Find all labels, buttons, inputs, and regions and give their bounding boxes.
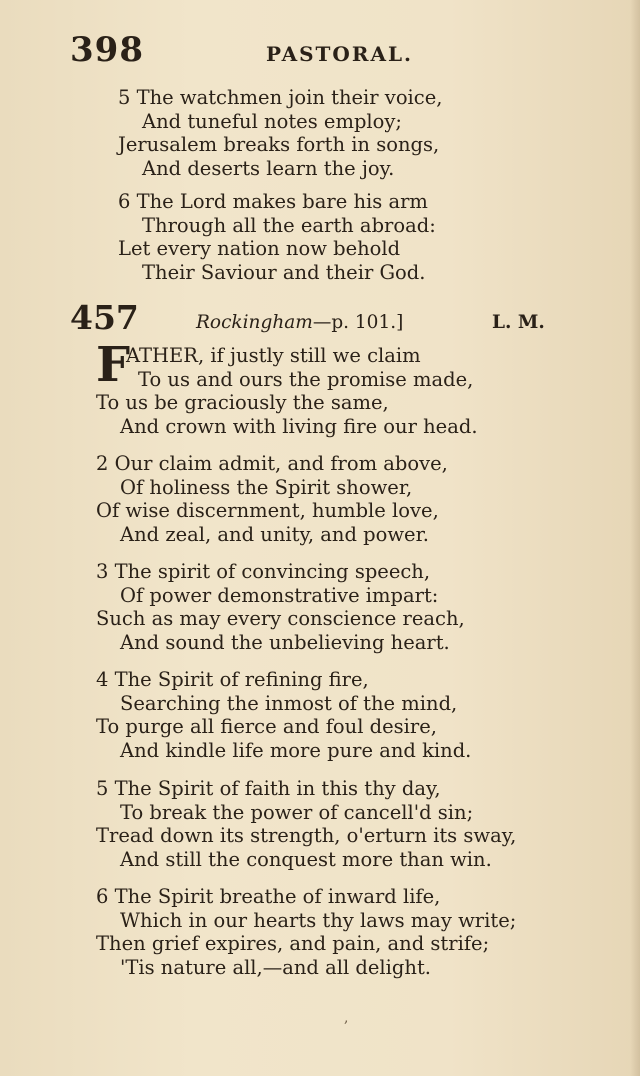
verse-line: Searching the inmost of the mind, (120, 691, 458, 715)
verse-line: Let every nation now behold (118, 237, 401, 260)
verse-line: Their Saviour and their God. (142, 260, 426, 284)
verse-line: And sound the unbelieving heart. (120, 630, 450, 654)
tune-page-ref: —p. 101.] (312, 312, 404, 333)
verse-line: And kindle life more pure and kind. (120, 738, 472, 762)
hymn-heading (70, 298, 570, 342)
verse-line: To purge all fierce and foul desire, (96, 715, 437, 738)
verse-line: To us and ours the promise made, (138, 367, 474, 391)
verse-line: Then grief expires, and pain, and strife; (96, 932, 490, 955)
verse-line: And still the conquest more than win. (120, 847, 492, 871)
verse-line: And zeal, and unity, and power. (120, 522, 429, 546)
meter: L. M. (492, 312, 545, 333)
stanza-5 (96, 777, 516, 871)
verse-line: To break the power of cancell'd sin; (120, 800, 474, 824)
stanza-1 (96, 344, 478, 438)
running-title: PASTORAL. (266, 42, 414, 66)
verse-line: 3 The spirit of convincing speech, (96, 560, 431, 583)
verse-line: Tread down its strength, o'erturn its sway, (96, 824, 517, 847)
verse-line: Jerusalem breaks forth in songs, (118, 133, 440, 156)
verse-line: And deserts learn the joy. (142, 156, 395, 180)
stanza-6 (96, 885, 516, 979)
verse-line: 2 Our claim admit, and from above, (96, 452, 448, 475)
verse-line: ATHER, if justly still we claim (126, 344, 421, 367)
verse-line: Of holiness the Spirit shower, (120, 475, 413, 499)
verse-line: 'Tis nature all,—and all delight. (120, 955, 431, 979)
stray-mark: , (344, 1010, 349, 1026)
verse-line: 5 The Spirit of faith in this thy day, (96, 777, 441, 800)
verse-line: Such as may every conscience reach, (96, 607, 465, 630)
tune-name: Rockingham (196, 312, 313, 333)
page-edge-shadow (630, 0, 640, 1076)
verse-line: To us be graciously the same, (96, 391, 389, 414)
verse-line: Of power demonstrative impart: (120, 583, 439, 607)
drop-cap: F (96, 337, 131, 393)
verse-line: Through all the earth abroad: (142, 213, 436, 237)
prev-stanza-5 (118, 86, 442, 180)
verse-line: Which in our hearts thy laws may write; (120, 908, 517, 932)
page-number: 398 (70, 30, 144, 70)
verse-line: And crown with living fire our head. (120, 414, 478, 438)
page-header (70, 30, 590, 74)
stanza-4 (96, 668, 471, 762)
verse-line: 4 The Spirit of refining fire, (96, 668, 369, 691)
hymn-number: 457 (70, 298, 139, 337)
verse-line: Of wise discernment, humble love, (96, 499, 439, 522)
verse-line: 5 The watchmen join their voice, (118, 86, 443, 109)
tune-reference (196, 312, 403, 333)
verse-line: And tuneful notes employ; (142, 109, 402, 133)
verse-line: 6 The Lord makes bare his arm (118, 190, 428, 213)
verse-line: 6 The Spirit breathe of inward life, (96, 885, 441, 908)
prev-stanza-6 (118, 190, 436, 284)
stanza-2 (96, 452, 448, 546)
stanza-3 (96, 560, 465, 654)
